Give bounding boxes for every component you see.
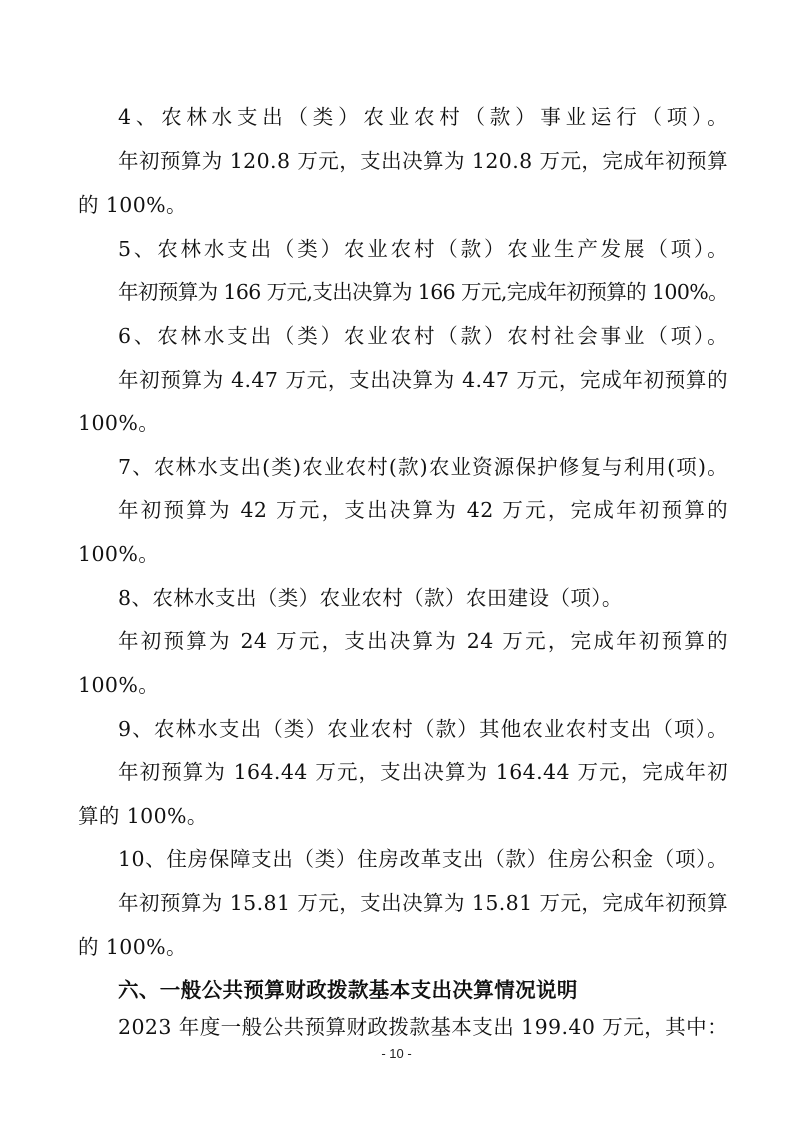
section-6-heading: 六、一般公共预算财政拨款基本支出决算情况说明 xyxy=(118,978,578,1002)
page-number: - 10 - xyxy=(381,1046,412,1061)
item-10-title: 10、住房保障支出（类）住房改革支出（款）住房公积金（项）。 xyxy=(118,847,728,871)
item-10-detail-cont: 的 100%。 xyxy=(78,935,187,959)
item-7-detail: 年初预算为 42 万元，支出决算为 42 万元，完成年初预算的 xyxy=(118,498,728,522)
item-9-detail-cont: 算的 100%。 xyxy=(78,804,208,828)
item-8-title: 8、农林水支出（类）农业农村（款）农田建设（项）。 xyxy=(118,586,623,610)
item-8-detail: 年初预算为 24 万元，支出决算为 24 万元，完成年初预算的 xyxy=(118,629,728,653)
item-5-title: 5、农林水支出（类）农业农村（款）农业生产发展（项）。 xyxy=(118,237,728,261)
item-8-detail-cont: 100%。 xyxy=(78,673,160,697)
item-9-detail: 年初预算为 164.44 万元，支出决算为 164.44 万元，完成年初 xyxy=(118,760,728,784)
item-7-detail-cont: 100%。 xyxy=(78,542,160,566)
item-4-title: 4、农林水支出（类）农业农村（款）事业运行（项）。 xyxy=(118,105,728,129)
item-10-detail: 年初预算为 15.81 万元，支出决算为 15.81 万元，完成年初预算 xyxy=(118,891,728,915)
item-7-title: 7、农林水支出(类)农业农村(款)农业资源保护修复与利用(项)。 xyxy=(118,455,728,479)
section-6-intro: 2023 年度一般公共预算财政拨款基本支出 199.40 万元，其中： xyxy=(118,1015,728,1039)
item-6-detail: 年初预算为 4.47 万元，支出决算为 4.47 万元，完成年初预算的 xyxy=(118,368,728,392)
item-5-detail: 年初预算为 166 万元,支出决算为 166 万元,完成年初预算的 100%。 xyxy=(118,280,729,304)
item-4-detail-cont: 的 100%。 xyxy=(78,193,187,217)
item-4-detail: 年初预算为 120.8 万元，支出决算为 120.8 万元，完成年初预算 xyxy=(118,149,728,173)
item-9-title: 9、农林水支出（类）农业农村（款）其他农业农村支出（项）。 xyxy=(118,717,728,741)
item-6-detail-cont: 100%。 xyxy=(78,411,160,435)
item-6-title: 6、农林水支出（类）农业农村（款）农村社会事业（项）。 xyxy=(118,324,728,348)
